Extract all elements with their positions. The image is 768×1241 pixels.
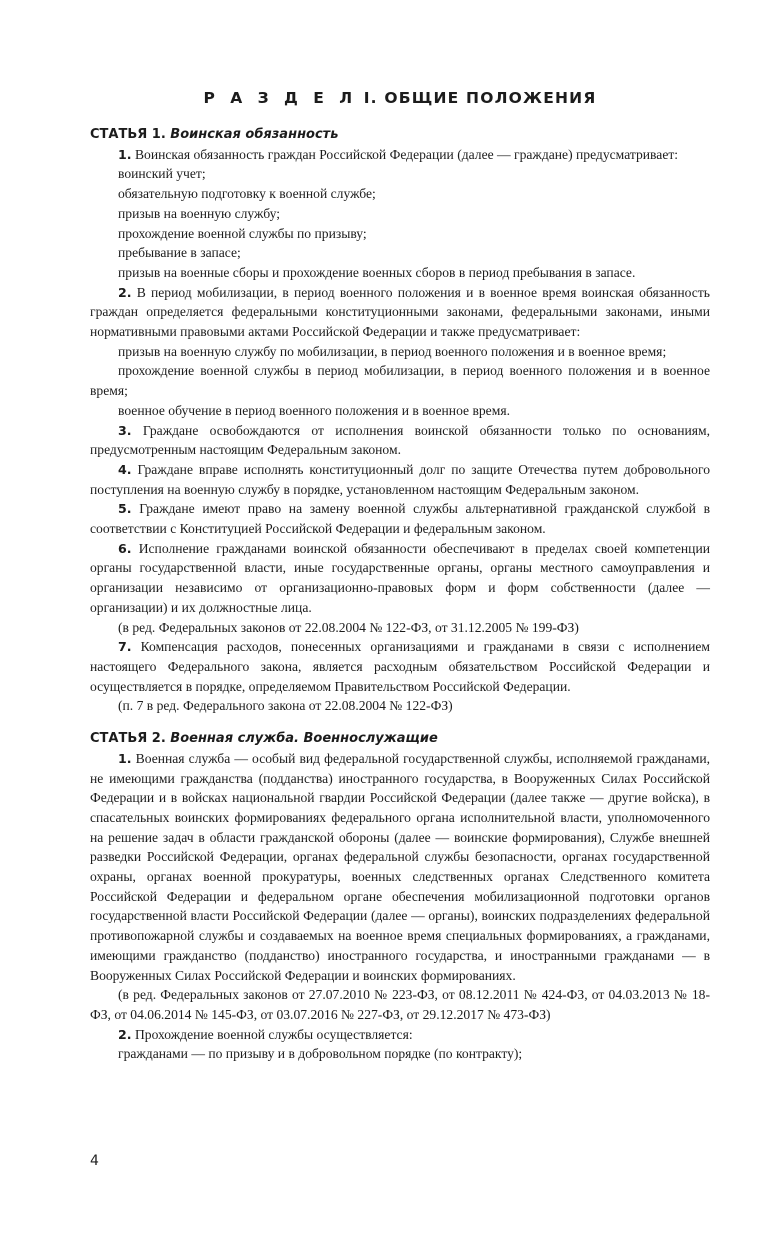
paragraph-text: Компенсация расходов, понесенных организациями и гражданами в связи с исполнением настоящего Федерального закона, является расходным обязательством Российской Федерации и осуществляется в порядке, определяемом Правительством Российской Федерации. (90, 639, 710, 694)
amendment-note: (п. 7 в ред. Федерального закона от 22.08.2004 № 122-ФЗ) (118, 698, 453, 714)
paragraph-number: 1. (118, 750, 132, 766)
paragraph (90, 421, 710, 460)
paragraph-number: 1. (118, 146, 132, 162)
paragraph-text: Граждане имеют право на замену военной службы альтернативной гражданской службой в соответствии с Конституцией Российской Федерации и федеральным законом. (90, 501, 710, 537)
paragraph (90, 749, 710, 985)
paragraph-number: 3. (118, 422, 132, 438)
paragraph-text: Прохождение военной службы осуществляется: (131, 1026, 413, 1042)
article-label: СТАТЬЯ 2. (90, 731, 166, 747)
article-heading (90, 729, 710, 749)
list-item: военное обучение в период военного положения и в военное время. (118, 402, 510, 418)
section-title (90, 88, 710, 108)
section-prefix: Р А З Д Е Л (203, 89, 358, 107)
paragraph (90, 539, 710, 618)
amendment-note: (в ред. Федеральных законов от 22.08.2004 № 122-ФЗ, от 31.12.2005 № 199-ФЗ) (118, 619, 579, 635)
page-number: 4 (90, 1153, 99, 1169)
paragraph (90, 283, 710, 342)
list-item: прохождение военной службы в период мобилизации, в период военного положения и в военное время; (90, 363, 710, 399)
paragraph-text: Воинская обязанность граждан Российской Федерации (далее — граждане) предусматривает: (131, 146, 679, 162)
paragraph (90, 1025, 710, 1045)
paragraph-number: 5. (118, 501, 132, 517)
article-title: Военная служба. Военнослужащие (170, 731, 438, 747)
list-item: обязательную подготовку к военной службе; (118, 186, 376, 202)
paragraph (90, 460, 710, 499)
paragraph-text: Исполнение гражданами воинской обязанности обеспечивают в пределах своей компетенции органы государственной власти, иные государственные органы, органы местного самоуправления и организации независимо от организационно-правовых форм и форм собственности (далее — организации) и их должностные лица. (90, 540, 710, 615)
paragraph-number: 4. (118, 461, 132, 477)
paragraph-text: Военная служба — особый вид федеральной государственной службы, исполняемой гражданами, не имеющими гражданства (подданства) иностранного государства, в Вооруженных Силах Российской Федерации и в войсках национальной гвардии Российской Федерации (далее также — другие войска), в спасательных воинских формированиях федерального органа исполнительной власти, уполномоченного на решение задач в области гражданской обороны (далее — воинские формирования), Службе внешней разведки Российской Федерации, органах федеральной службы безопасности, органах государственной охраны, органах военной прокуратуры, военных следственных органах Следственного комитета Российской Федерации и федеральном органе обеспечения мобилизационной подготовки органов государственной власти Российской Федерации (далее — органы), воинских подразделениях федеральной противопожарной службы и создаваемых на военное время специальных формированиях, а гражданами, имеющими гражданство (подданство) иностранного государства, и иностранными гражданами — в Вооруженных Силах Российской Федерации и воинских формированиях. (90, 750, 710, 983)
list-item: воинский учет; (118, 166, 206, 182)
amendment-note: (в ред. Федеральных законов от 27.07.2010 № 223-ФЗ, от 08.12.2011 № 424-ФЗ, от 04.03.2013 № 18-ФЗ, от 04.06.2014 № 145-ФЗ, от 03.07.2016 № 227-ФЗ, от 29.12.2017 № 473-ФЗ) (90, 987, 710, 1022)
paragraph-number: 6. (118, 540, 132, 556)
list-item: прохождение военной службы по призыву; (118, 225, 367, 241)
paragraph-text: В период мобилизации, в период военного положения и в военное время воинская обязанность граждан определяется федеральными конституционными законами, федеральными законами, иными нормативными правовыми актами Российской Федерации и также предусматривает: (90, 284, 710, 340)
paragraph (90, 637, 710, 696)
paragraph (90, 499, 710, 538)
list-item: призыв на военную службу по мобилизации, в период военного положения и в военное время; (118, 343, 667, 359)
article-heading (90, 125, 710, 145)
list-item: призыв на военную службу; (118, 205, 281, 221)
list-item: призыв на военные сборы и прохождение военных сборов в период пребывания в запасе. (118, 264, 636, 280)
paragraph-number: 2. (118, 1026, 132, 1042)
paragraph-text: Граждане освобождаются от исполнения воинской обязанности только по основаниям, предусмотренным настоящим Федеральным законом. (90, 422, 710, 458)
paragraph (90, 145, 710, 165)
paragraph-number: 7. (118, 639, 132, 655)
article-1 (90, 125, 710, 716)
paragraph-text: Граждане вправе исполнять конституционный долг по защите Отечества путем добровольного поступления на военную службу в порядке, установленном настоящим Федеральным законом. (90, 461, 710, 497)
document-page (90, 88, 710, 1077)
section-title-rest: I. ОБЩИЕ ПОЛОЖЕНИЯ (357, 89, 597, 107)
list-item: пребывание в запасе; (118, 245, 241, 261)
article-label: СТАТЬЯ 1. (90, 127, 166, 142)
list-item: гражданами — по призыву и в добровольном порядке (по контракту); (118, 1046, 523, 1062)
article-title: Воинская обязанность (170, 127, 339, 142)
article-2 (90, 729, 710, 1064)
paragraph-number: 2. (118, 284, 132, 300)
